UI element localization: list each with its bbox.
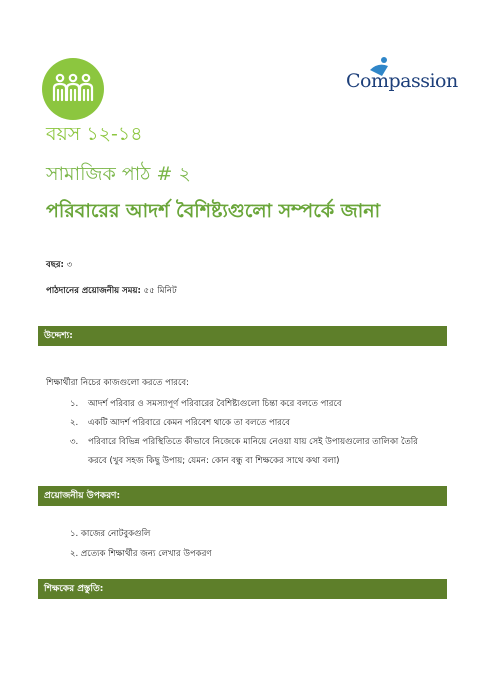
objectives-intro: শিক্ষার্থীরা নিচের কাজগুলো করতে পারবে: bbox=[46, 378, 189, 388]
item-number: ১. bbox=[70, 399, 79, 409]
item-text: পরিবারে বিভিন্ন পরিস্থিতিতে কীভাবে নিজেকে মানিয়ে নেওয়া যায় সেই উপায়গুলোর তালিকা তৈরি করবে (খুব সহজ কিছু উপায়; যেমন: কোন বন্ধু বা শিক্ষকের সাথে কথা বলা) bbox=[88, 437, 418, 466]
list-item: ২. প্রত্যেক শিক্ষার্থীর জন্য লেখার উপকরণ bbox=[70, 549, 212, 559]
year-value: ৩ bbox=[66, 260, 73, 270]
family-group-icon bbox=[42, 58, 104, 120]
materials-section-bar: প্রয়োজনীয় উপকরণ: bbox=[38, 486, 447, 506]
age-group-heading: বয়স ১২-১৪ bbox=[46, 123, 143, 145]
item-number: ২. bbox=[70, 418, 79, 428]
teacher-prep-section-bar: শিক্ষকের প্রস্তুতি: bbox=[38, 579, 447, 599]
brand-name: Compassion bbox=[346, 70, 458, 92]
time-value: ৫৫ মিনিট bbox=[143, 286, 177, 296]
time-line bbox=[46, 284, 177, 298]
list-item bbox=[70, 414, 430, 433]
item-text: আদর্শ পরিবার ও সমস্যাপূর্ণ পরিবারের বৈশিষ্ট্যগুলো চিন্তা করে বলতে পারবে bbox=[88, 399, 342, 409]
materials-list bbox=[70, 524, 212, 564]
time-label: পাঠদানের প্রয়োজনীয় সময়: bbox=[46, 286, 141, 296]
lesson-title: পরিবারের আদর্শ বৈশিষ্ট্যগুলো সম্পর্কে জানা bbox=[46, 200, 381, 222]
year-line bbox=[46, 258, 72, 272]
list-item: ১. কাজের নোটবুকগুলি bbox=[70, 529, 151, 539]
objective-section-bar: উদ্দেশ্য: bbox=[38, 326, 447, 346]
item-number: ৩. bbox=[70, 437, 79, 447]
lesson-number-heading: সামাজিক পাঠ # ২ bbox=[46, 163, 191, 185]
list-item bbox=[70, 433, 430, 471]
objectives-list bbox=[70, 395, 430, 471]
item-text: একটি আদর্শ পরিবারে কেমন পরিবেশ থাকে তা বলতে পারবে bbox=[88, 418, 290, 428]
list-item bbox=[70, 395, 430, 414]
compassion-logo bbox=[346, 56, 458, 96]
year-label: বছর: bbox=[46, 260, 64, 270]
